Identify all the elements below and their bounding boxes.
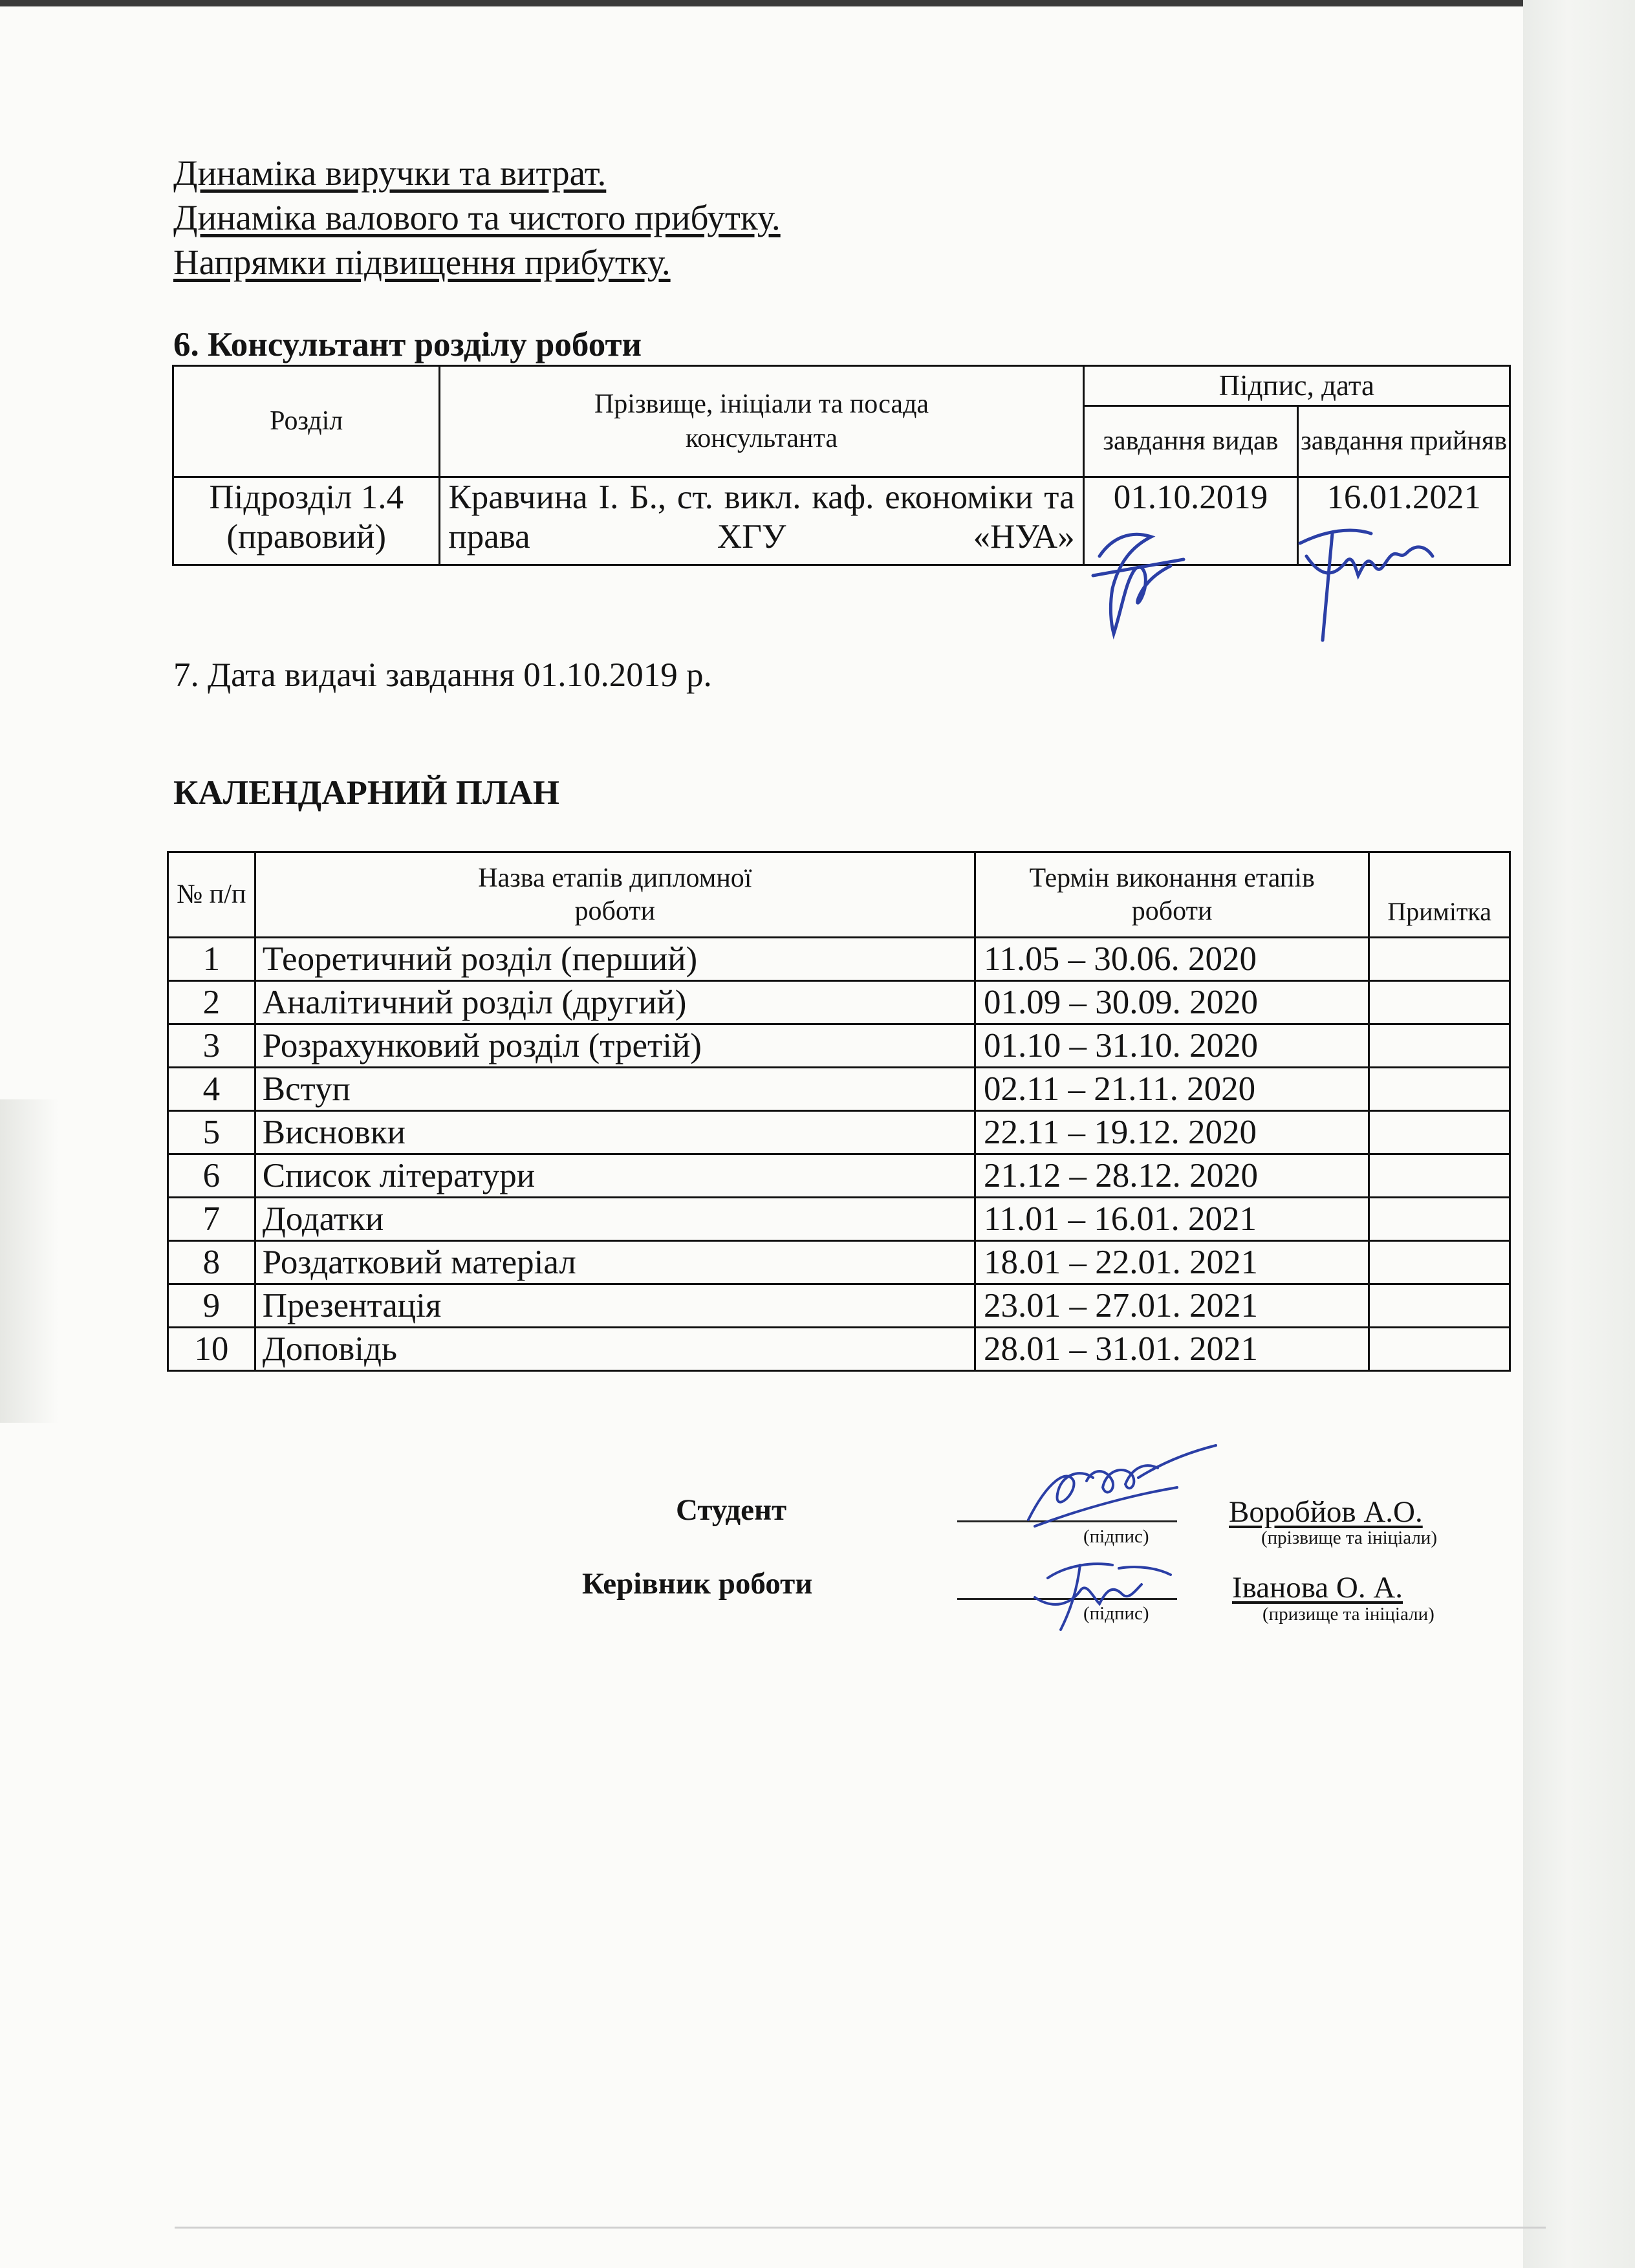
topic-line-2: Динаміка валового та чистого прибутку. [173,198,781,237]
student-signature-hint: (підпис) [1083,1526,1149,1547]
plan-header-num: № п/п [168,852,255,938]
calendar-plan-title: КАЛЕНДАРНИЙ ПЛАН [173,774,560,812]
scan-left-fold [0,1099,58,1423]
plan-row [168,1198,1510,1241]
plan-cell-term: 02.11 – 21.11. 2020 [975,1068,1369,1111]
student-name-hint: (прізвище та ініціали) [1261,1528,1437,1548]
topic-line-3: Напрямки підвищення прибутку. [173,243,671,282]
topic-line-1: Динаміка виручки та витрат. [173,153,607,193]
plan-cell-stage: Висновки [255,1111,975,1154]
plan-cell-num: 6 [168,1154,255,1198]
plan-cell-stage: Аналітичний розділ (другий) [255,981,975,1024]
plan-cell-stage: Вступ [255,1068,975,1111]
plan-cell-note [1369,1284,1510,1328]
plan-cell-term: 22.11 – 19.12. 2020 [975,1111,1369,1154]
supervisor-name-hint: (призище та ініціали) [1262,1604,1435,1625]
header-task-accepted: завдання прийняв [1298,406,1510,477]
consultant-signature-issued [1074,511,1190,640]
plan-cell-stage: Теоретичний розділ (перший) [255,938,975,981]
scan-top-edge [0,0,1635,6]
header-consultant: Прізвище, ініціали та посада консультанта [440,366,1083,477]
plan-cell-note [1369,1154,1510,1198]
calendar-plan-table [167,851,1511,1372]
plan-cell-num: 1 [168,938,255,981]
plan-cell-stage: Список літератури [255,1154,975,1198]
plan-cell-term: 01.10 – 31.10. 2020 [975,1024,1369,1068]
plan-cell-num: 8 [168,1241,255,1284]
consultant-row-issued-date: 01.10.2019 [1083,477,1298,565]
supervisor-name: Іванова О. А. [1232,1571,1403,1604]
plan-cell-note [1369,938,1510,981]
plan-row [168,1328,1510,1371]
plan-row [168,938,1510,981]
plan-cell-note [1369,1198,1510,1241]
plan-row [168,1154,1510,1198]
plan-cell-stage: Доповідь [255,1328,975,1371]
plan-cell-num: 7 [168,1198,255,1241]
supervisor-label: Керівник роботи [582,1567,813,1601]
plan-cell-num: 4 [168,1068,255,1111]
plan-cell-note [1369,1068,1510,1111]
issue-date-line: 7. Дата видачі завдання 01.10.2019 р. [173,656,712,694]
plan-cell-note [1369,981,1510,1024]
plan-cell-term: 11.05 – 30.06. 2020 [975,938,1369,981]
plan-cell-term: 18.01 – 22.01. 2021 [975,1241,1369,1284]
plan-header-note: Примітка [1369,852,1510,938]
plan-cell-stage: Додатки [255,1198,975,1241]
plan-row [168,1241,1510,1284]
consultant-row-name: Кравчина І. Б., ст. викл. каф. економіки та права ХГУ «НУА» [440,477,1083,565]
plan-row [168,981,1510,1024]
plan-cell-note [1369,1328,1510,1371]
plan-cell-term: 21.12 – 28.12. 2020 [975,1154,1369,1198]
scan-right-edge [1523,0,1635,2268]
consultant-row-accepted-date: 16.01.2021 [1298,477,1510,565]
consultant-signature-accepted [1287,517,1442,647]
header-signature-date: Підпис, дата [1083,366,1510,406]
plan-row [168,1068,1510,1111]
student-label: Студент [676,1493,787,1527]
plan-cell-note [1369,1241,1510,1284]
plan-cell-term: 23.01 – 27.01. 2021 [975,1284,1369,1328]
supervisor-signature-hint: (підпис) [1083,1603,1149,1624]
plan-cell-note [1369,1024,1510,1068]
plan-cell-stage: Розрахунковий розділ (третій) [255,1024,975,1068]
plan-header-stage: Назва етапів дипломної роботи [255,852,975,938]
plan-header-term: Термін виконання етапів роботи [975,852,1369,938]
plan-cell-num: 3 [168,1024,255,1068]
plan-row [168,1284,1510,1328]
scan-bottom-line [175,2227,1546,2229]
plan-row [168,1111,1510,1154]
plan-cell-stage: Презентація [255,1284,975,1328]
supervisor-signature [1009,1539,1177,1636]
plan-cell-term: 28.01 – 31.01. 2021 [975,1328,1369,1371]
header-task-issued: завдання видав [1083,406,1298,477]
plan-cell-term: 11.01 – 16.01. 2021 [975,1198,1369,1241]
plan-cell-note [1369,1111,1510,1154]
plan-cell-num: 10 [168,1328,255,1371]
plan-row [168,1024,1510,1068]
plan-cell-num: 2 [168,981,255,1024]
consultant-heading: 6. Консультант розділу роботи [173,326,642,363]
plan-cell-num: 9 [168,1284,255,1328]
student-signature [1009,1442,1222,1539]
plan-cell-num: 5 [168,1111,255,1154]
plan-cell-term: 01.09 – 30.09. 2020 [975,981,1369,1024]
header-section: Розділ [173,366,440,477]
plan-cell-stage: Роздатковий матеріал [255,1241,975,1284]
student-name: Воробйов А.О. [1229,1495,1423,1529]
consultant-row-section: Підрозділ 1.4 (правовий) [173,477,440,565]
